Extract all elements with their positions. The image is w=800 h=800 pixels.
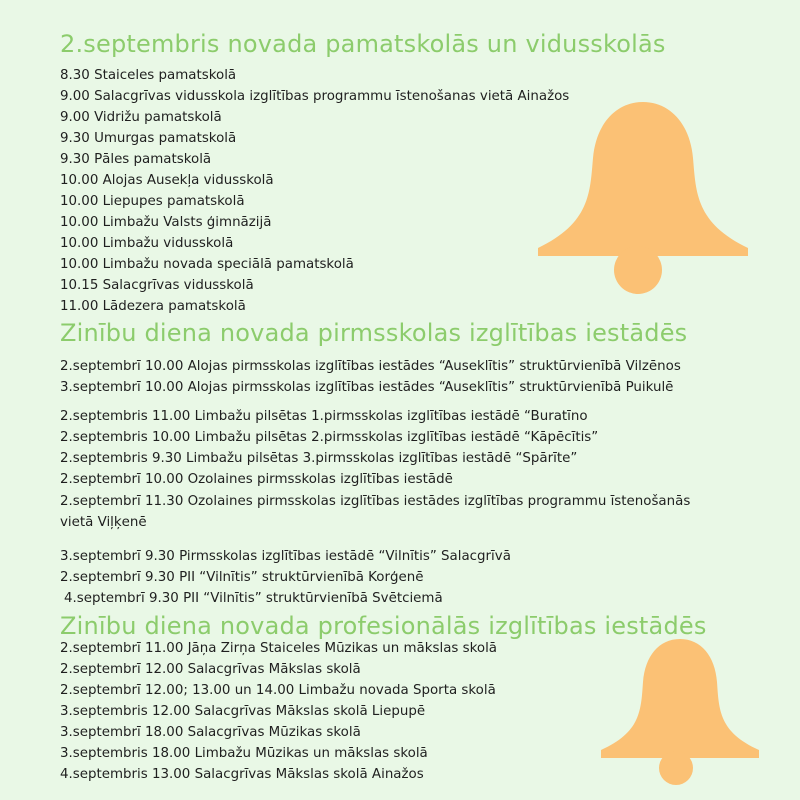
schools-list — [60, 66, 569, 318]
list-item: 2.septembrī 11.30 Ozolaines pirmsskolas izglītības iestādes izglītības programmu īstenošanās vietā Viļķenē — [60, 494, 691, 530]
list-item: 3.septembrī 9.30 Pirmsskolas izglītības iestādē “Vilnītis” Salacgrīvā — [60, 549, 511, 564]
list-item: 3.septembrī 18.00 Salacgrīvas Mūzikas skolā — [60, 725, 361, 740]
list-item: 11.00 Lādezera pamatskolā — [60, 299, 246, 314]
list-item: 10.15 Salacgrīvas vidusskolā — [60, 278, 254, 293]
section-heading-preschools: Zinību diena novada pirmsskolas izglītības iestādēs — [60, 319, 688, 347]
list-item: 2.septembris 9.30 Limbažu pilsētas 3.pirmsskolas izglītības iestādē “Spārīte” — [60, 451, 578, 466]
list-item: 9.00 Salacgrīvas vidusskola izglītības programmu īstenošanas vietā Ainažos — [60, 89, 570, 104]
list-item: 2.septembrī 9.30 PII “Vilnītis” struktūrvienībā Korģenē — [60, 570, 424, 585]
list-item: 4.septembris 13.00 Salacgrīvas Mākslas skolā Ainažos — [60, 767, 424, 782]
list-item: 2.septembris 10.00 Limbažu pilsētas 2.pirmsskolas izglītības iestādē “Kāpēcītis” — [60, 430, 599, 445]
list-item: 10.00 Liepupes pamatskolā — [60, 194, 245, 209]
list-item: 3.septembris 12.00 Salacgrīvas Mākslas skolā Liepupē — [60, 704, 426, 719]
section-heading-professional: Zinību diena novada profesionālās izglītības iestādēs — [60, 612, 707, 640]
list-item: 2.septembrī 10.00 Alojas pirmsskolas izglītības iestādes “Auseklītis” struktūrvienībā Vilzēnos — [60, 359, 681, 374]
list-item: 2.septembrī 12.00 Salacgrīvas Mākslas skolā — [60, 662, 361, 677]
list-item: 10.00 Alojas Ausekļa vidusskolā — [60, 173, 274, 188]
list-item: 8.30 Staiceles pamatskolā — [60, 68, 237, 83]
preschools-list-a — [60, 357, 681, 399]
bell-icon — [601, 636, 759, 786]
list-item: 9.00 Vidrižu pamatskolā — [60, 110, 222, 125]
list-item: 2.septembrī 11.00 Jāņa Zirņa Staiceles Mūzikas un mākslas skolā — [60, 641, 498, 656]
list-item: 2.septembris 11.00 Limbažu pilsētas 1.pirmsskolas izglītības iestādē “Buratīno — [60, 409, 588, 424]
list-item: 9.30 Pāles pamatskolā — [60, 152, 212, 167]
bell-icon — [538, 98, 748, 294]
preschools-list-c — [60, 547, 511, 610]
section-heading-schools: 2.septembris novada pamatskolās un vidusskolās — [60, 30, 666, 58]
list-item: 2.septembrī 12.00; 13.00 un 14.00 Limbažu novada Sporta skolā — [60, 683, 496, 698]
list-item: 10.00 Limbažu vidusskolā — [60, 236, 234, 251]
professional-list — [60, 639, 497, 786]
list-item: 10.00 Limbažu Valsts ģimnāzijā — [60, 215, 272, 230]
preschools-list-b — [60, 407, 720, 533]
list-item: 3.septembris 18.00 Limbažu Mūzikas un mākslas skolā — [60, 746, 428, 761]
list-item: 9.30 Umurgas pamatskolā — [60, 131, 237, 146]
list-item: 4.septembrī 9.30 PII “Vilnītis” struktūrvienībā Svētciemā — [64, 591, 443, 606]
list-item: 2.septembrī 10.00 Ozolaines pirmsskolas izglītības iestādē — [60, 472, 453, 487]
list-item: 3.septembrī 10.00 Alojas pirmsskolas izglītības iestādes “Auseklītis” struktūrvienībā Puikulē — [60, 380, 674, 395]
list-item: 10.00 Limbažu novada speciālā pamatskolā — [60, 257, 354, 272]
